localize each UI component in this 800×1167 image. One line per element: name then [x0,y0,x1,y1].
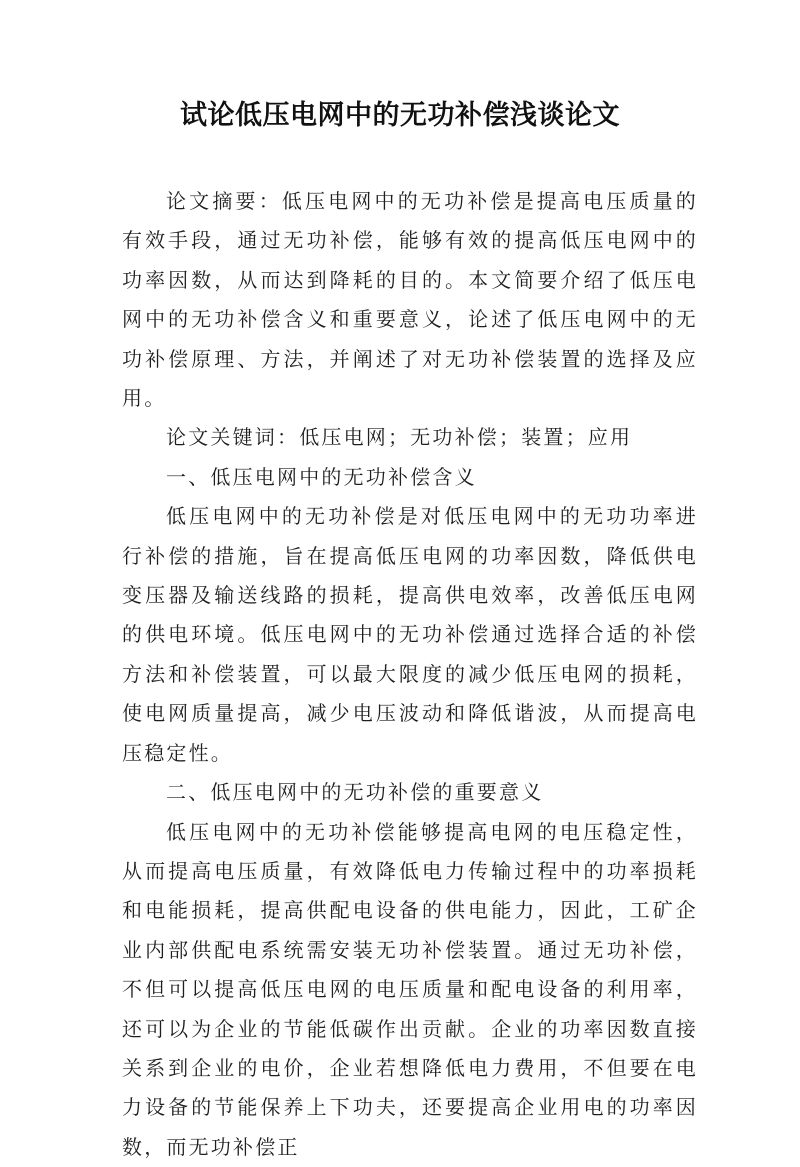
section-heading-2: 二、低压电网中的无功补偿的重要意义 [122,773,698,812]
document-title: 试论低压电网中的无功补偿浅谈论文 [0,96,800,136]
document-body [122,182,698,1167]
section-2-paragraph: 低压电网中的无功补偿能够提高电网的电压稳定性，从而提高电压质量，有效降低电力传输过程中的功率损耗和电能损耗，提高供配电设备的供电能力，因此，工矿企业内部供配电系统需安装无功补偿装置。通过无功补偿，不但可以提高低压电网的电压质量和配电设备的利用率，还可以为企业的节能低碳作出贡献。企业的功率因数直接关系到企业的电价，企业若想降低电力费用，不但要在电力设备的节能保养上下功夫，还要提高企业用电的功率因数，而无功补偿正 [122,813,698,1167]
keywords-paragraph: 论文关键词：低压电网；无功补偿；装置；应用 [122,418,698,457]
section-1-paragraph: 低压电网中的无功补偿是对低压电网中的无功功率进行补偿的措施，旨在提高低压电网的功率因数，降低供电变压器及输送线路的损耗，提高供电效率，改善低压电网的供电环境。低压电网中的无功补偿通过选择合适的补偿方法和补偿装置，可以最大限度的减少低压电网的损耗，使电网质量提高，减少电压波动和降低谐波，从而提高电压稳定性。 [122,497,698,773]
section-heading-1: 一、低压电网中的无功补偿含义 [122,458,698,497]
abstract-paragraph: 论文摘要：低压电网中的无功补偿是提高电压质量的有效手段，通过无功补偿，能够有效的提高低压电网中的功率因数，从而达到降耗的目的。本文简要介绍了低压电网中的无功补偿含义和重要意义，论述了低压电网中的无功补偿原理、方法，并阐述了对无功补偿装置的选择及应用。 [122,182,698,418]
